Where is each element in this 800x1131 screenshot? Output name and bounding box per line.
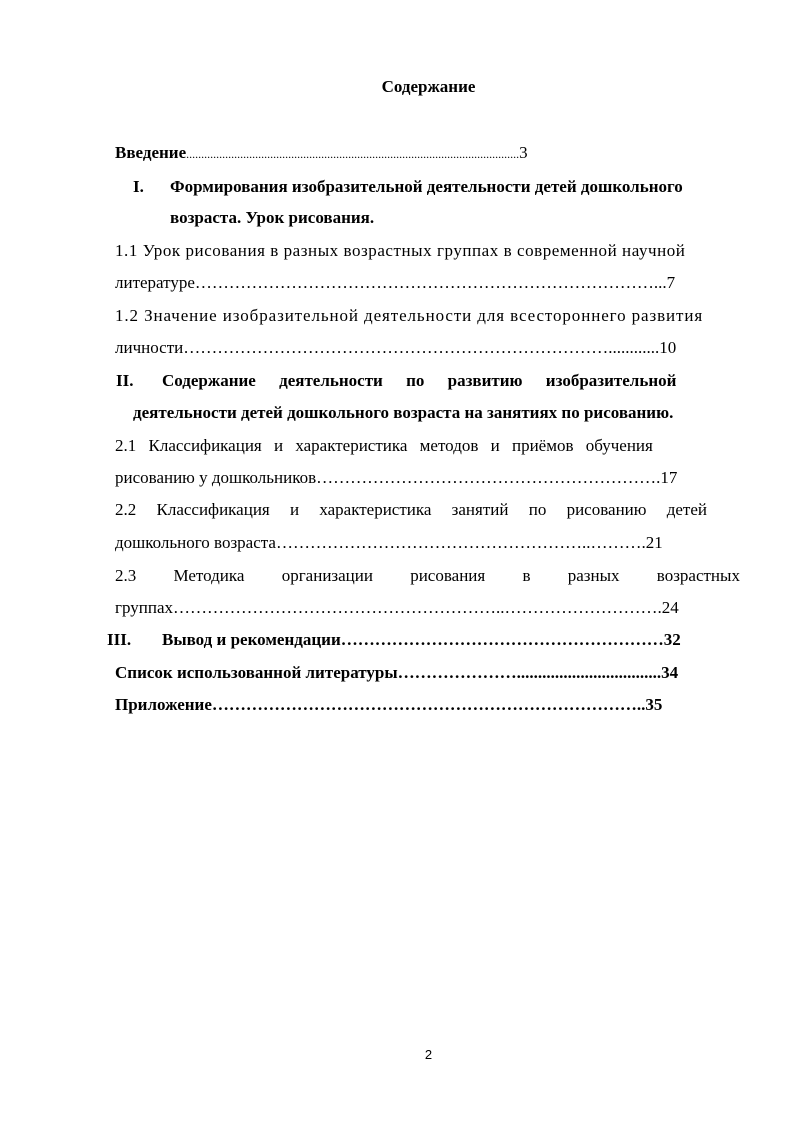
toc-chapter2-title-line2[interactable]: деятельности детей дошкольного возраста на занятиях по рисованию. [133,403,674,422]
toc-section-2-1-line1[interactable]: 2.1 Классификация и характеристика методов и приёмов обучения [115,436,653,455]
toc-references[interactable]: Список использованной литературы…………………..................................34 [115,663,679,682]
toc-chapter1-title-line2[interactable]: возраста. Урок рисования. [170,208,375,227]
toc-chapter2-title-line1[interactable]: Содержание деятельности по развитию изобразительной [162,371,677,390]
toc-chapter2-numeral: II. [116,371,134,390]
toc-section-2-3-line2[interactable]: группах…………………………………………………..……………………….24 [115,598,679,617]
toc-section-1-2-line1[interactable]: 1.2 Значение изобразительной деятельности для всестороннего развития [115,306,704,325]
toc-chapter3-title[interactable]: Вывод и рекомендации…………………………………………………32 [162,630,681,649]
toc-section-1-2-line2[interactable]: личности…………………………………………………………………............10 [115,338,677,357]
toc-intro-page: 3 [519,143,528,162]
toc-appendix[interactable]: Приложение…………………………………………………………………..35 [115,695,663,714]
page-title: Содержание [381,77,476,96]
toc-section-2-2-line1[interactable]: 2.2 Классификация и характеристика занятий по рисованию детей [115,500,707,519]
toc-section-2-1-line2[interactable]: рисованию у дошкольников…………………………………………………….17 [115,468,678,487]
toc-chapter3-numeral: III. [107,630,132,649]
toc-entry-intro[interactable] [115,142,739,165]
page-number: 2 [424,1047,433,1062]
toc-intro-label: Введение [115,143,187,162]
toc-chapter1-title-line1[interactable]: Формирования изобразительной деятельности детей дошкольного [170,177,683,196]
toc-section-2-2-line2[interactable]: дошкольного возраста………………………………………………..……….21 [115,533,663,552]
toc-chapter1-numeral: I. [133,177,144,196]
toc-section-1-1-line1[interactable]: 1.1 Урок рисования в разных возрастных группах в современной научной [115,241,686,260]
toc-section-2-3-line1[interactable]: 2.3 Методика организации рисования в разных возрастных [115,566,740,585]
toc-intro-dots: ............................................................................................................... [186,147,520,161]
toc-section-1-1-line2[interactable]: литературе………………………………………………………………………...7 [115,273,676,292]
